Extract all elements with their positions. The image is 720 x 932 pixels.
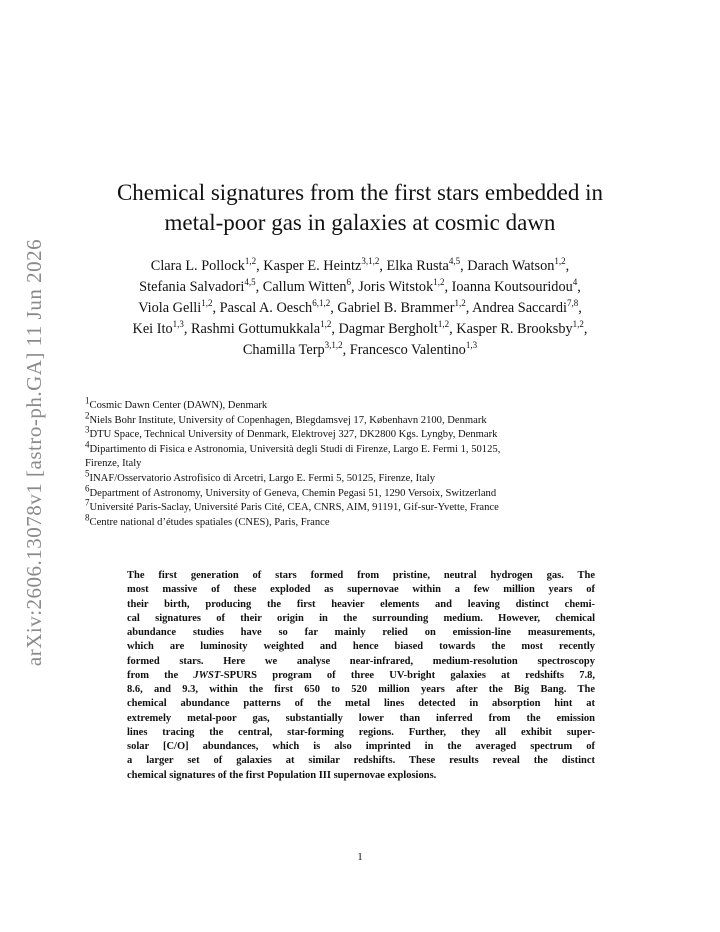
author-separator: , (583, 321, 588, 337)
author-affiliation-marker: 6 (346, 277, 352, 288)
abstract (127, 569, 595, 783)
arxiv-identifier-text: arXiv:2606.13078v1 [astro-ph.GA] 11 Jun 2026 (22, 238, 47, 666)
author-separator: , (351, 279, 359, 295)
author-affiliation-marker: 1,2 (454, 298, 466, 309)
affiliation-item (85, 439, 645, 458)
author-separator: , (449, 321, 457, 337)
affiliation-text: Niels Bohr Institute, University of Copenhagen, Blegdamsvej 17, København 2100, Denmark (89, 414, 487, 426)
telescope-name: JWST (193, 669, 221, 681)
affiliation-number: 2 (85, 410, 90, 421)
abstract-text: from the (127, 669, 194, 681)
abstract-line: their birth, producing the first heavier elements and leaving distinct chemi- (127, 598, 595, 610)
abstract-line: chemical signatures of the first Population III supernovae explosions. (127, 769, 437, 781)
author-affiliation-marker: 1,3 (465, 340, 478, 351)
abstract-line: cal signatures of their origin in the surrounding medium. However, chemical (127, 612, 595, 624)
author-separator: , (342, 342, 350, 358)
author-separator: , (460, 258, 468, 274)
affiliation-text: Department of Astronomy, University of Geneva, Chemin Pegasi 51, 1290 Versoix, Switzerland (89, 487, 497, 499)
author-affiliation-marker: 4,5 (448, 256, 461, 267)
abstract-line: 8.6, and 9.3, within the first 650 to 520 million years after the Big Bang. The (127, 684, 595, 695)
author-affiliation-marker: 1,2 (201, 298, 213, 309)
affiliation-item (85, 468, 645, 487)
author-name: Stefania Salvadori (139, 279, 245, 295)
affiliation-continuation: Firenze, Italy (85, 458, 142, 470)
author-affiliation-marker: 6,1,2 (312, 298, 331, 309)
author-name: Rashmi Gottumukkala (191, 321, 321, 337)
author-line-4 (60, 319, 660, 340)
author-affiliation-marker: 1,2 (437, 319, 450, 330)
author-name: Callum Witten (262, 279, 347, 295)
author-name: Pascal A. Oesch (219, 300, 313, 316)
author-affiliation-marker: 1,2 (554, 256, 566, 267)
affiliation-item (85, 395, 645, 414)
author-affiliation-marker: 7,8 (566, 298, 579, 309)
affiliation-number: 3 (85, 424, 90, 435)
author-name: Andrea Saccardi (472, 300, 567, 316)
author-separator: , (330, 300, 338, 316)
affiliation-item (85, 410, 645, 429)
abstract-line: chemical abundance patterns of the metal lines detected in absorption hint at (127, 698, 595, 710)
author-affiliation-marker: 3,1,2 (361, 256, 380, 267)
author-name: Viola Gelli (138, 300, 202, 316)
author-name: Gabriel B. Brammer (337, 300, 455, 316)
affiliation-number: 7 (85, 497, 90, 508)
author-name: Kasper R. Brooksby (456, 321, 573, 337)
author-separator: , (379, 258, 387, 274)
author-separator: , (256, 258, 264, 274)
author-separator: , (331, 321, 339, 337)
author-name: Dagmar Bergholt (338, 321, 438, 337)
abstract-line (127, 669, 595, 683)
author-name: Clara L. Pollock (150, 258, 245, 274)
affiliation-number: 5 (85, 468, 90, 479)
author-affiliation-marker: 3,1,2 (324, 340, 343, 351)
affiliation-number: 6 (85, 483, 90, 494)
author-name: Kasper E. Heintz (263, 258, 362, 274)
author-affiliation-marker: 1,2 (433, 277, 445, 288)
affiliation-text: Dipartimento di Fisica e Astronomia, Università degli Studi di Firenze, Largo E. Fermi 1, 50125, (89, 443, 501, 455)
affiliation-text: Cosmic Dawn Center (DAWN), Denmark (89, 400, 268, 411)
affiliation-list (85, 395, 645, 530)
abstract-text: -SPURS program of three UV-bright galaxies at redshifts 7.8, (220, 669, 595, 681)
abstract-line: The first generation of stars formed from pristine, neutral hydrogen gas. The (127, 570, 595, 581)
author-separator: , (578, 300, 582, 316)
affiliation-number: 8 (85, 512, 90, 523)
affiliation-text: DTU Space, Technical University of Denmark, Elektrovej 327, DK2800 Kgs. Lyngby, Denmark (89, 429, 498, 441)
affiliation-text: Université Paris-Saclay, Université Paris Cité, CEA, CNRS, AIM, 91191, Gif-sur-Yvette, France (89, 502, 499, 514)
affiliation-item (85, 512, 645, 531)
abstract-line: most massive of these exploded as supernovae within a few million years of (127, 584, 595, 596)
abstract-line: extremely metal-poor gas, substantially lower than inferred from the emission (127, 712, 595, 724)
author-affiliation-marker: 1,2 (572, 319, 584, 330)
title-line-1: Chemical signatures from the first stars embedded in (116, 180, 604, 205)
author-separator: , (444, 279, 452, 295)
author-name: Ioanna Koutsouridou (451, 279, 573, 295)
author-name: Francesco Valentino (349, 342, 466, 358)
author-separator: , (577, 279, 581, 295)
title-line-2: metal-poor gas in galaxies at cosmic dawn (164, 210, 556, 235)
author-name: Elka Rusta (386, 258, 449, 274)
abstract-line: solar [C/O] abundances, which is also imprinted in the averaged spectrum of (127, 741, 595, 752)
abstract-line: which are luminosity weighted and hence biased towards the most recently (127, 641, 595, 653)
author-separator: , (565, 258, 570, 274)
arxiv-identifier-stamp (22, 232, 48, 672)
abstract-line: a larger set of galaxies at similar redshifts. These results reveal the distinct (127, 755, 595, 767)
author-affiliation-marker: 1,2 (244, 256, 257, 267)
affiliation-text: INAF/Osservatorio Astrofisico di Arcetri, Largo E. Fermi 5, 50125, Firenze, Italy (89, 472, 436, 484)
author-affiliation-marker: 1,3 (172, 319, 184, 330)
affiliation-item (85, 483, 645, 502)
affiliation-item (85, 497, 645, 516)
paper-title (60, 178, 660, 238)
author-affiliation-marker: 4,5 (244, 277, 256, 288)
page-number: 1 (357, 851, 363, 863)
author-line-3 (60, 298, 660, 319)
abstract-line: lines tracing the central, star-forming regions. Further, they all exhibit super- (127, 726, 595, 738)
author-affiliation-marker: 4 (572, 277, 578, 288)
author-affiliation-marker: 1,2 (320, 319, 332, 330)
author-separator: , (255, 279, 263, 295)
author-line-2 (60, 277, 660, 298)
author-name: Kei Ito (132, 321, 173, 337)
author-name: Joris Witstok (358, 279, 434, 295)
author-line-1 (60, 256, 660, 277)
affiliation-item (85, 424, 645, 443)
author-line-5 (60, 340, 660, 361)
author-name: Chamilla Terp (242, 342, 325, 358)
author-name: Darach Watson (467, 258, 555, 274)
affiliation-text: Centre national d’études spatiales (CNES), Paris, France (89, 516, 330, 528)
author-separator: , (212, 300, 220, 316)
author-list (60, 256, 660, 361)
affiliation-number: 1 (85, 395, 90, 406)
affiliation-number: 4 (85, 439, 90, 450)
abstract-line: abundance studies have so far mainly relied on emission-line measurements, (127, 627, 595, 638)
abstract-line: formed stars. Here we analyse near-infrared, medium-resolution spectroscopy (127, 655, 595, 667)
author-separator: , (465, 300, 473, 316)
author-separator: , (183, 321, 192, 337)
